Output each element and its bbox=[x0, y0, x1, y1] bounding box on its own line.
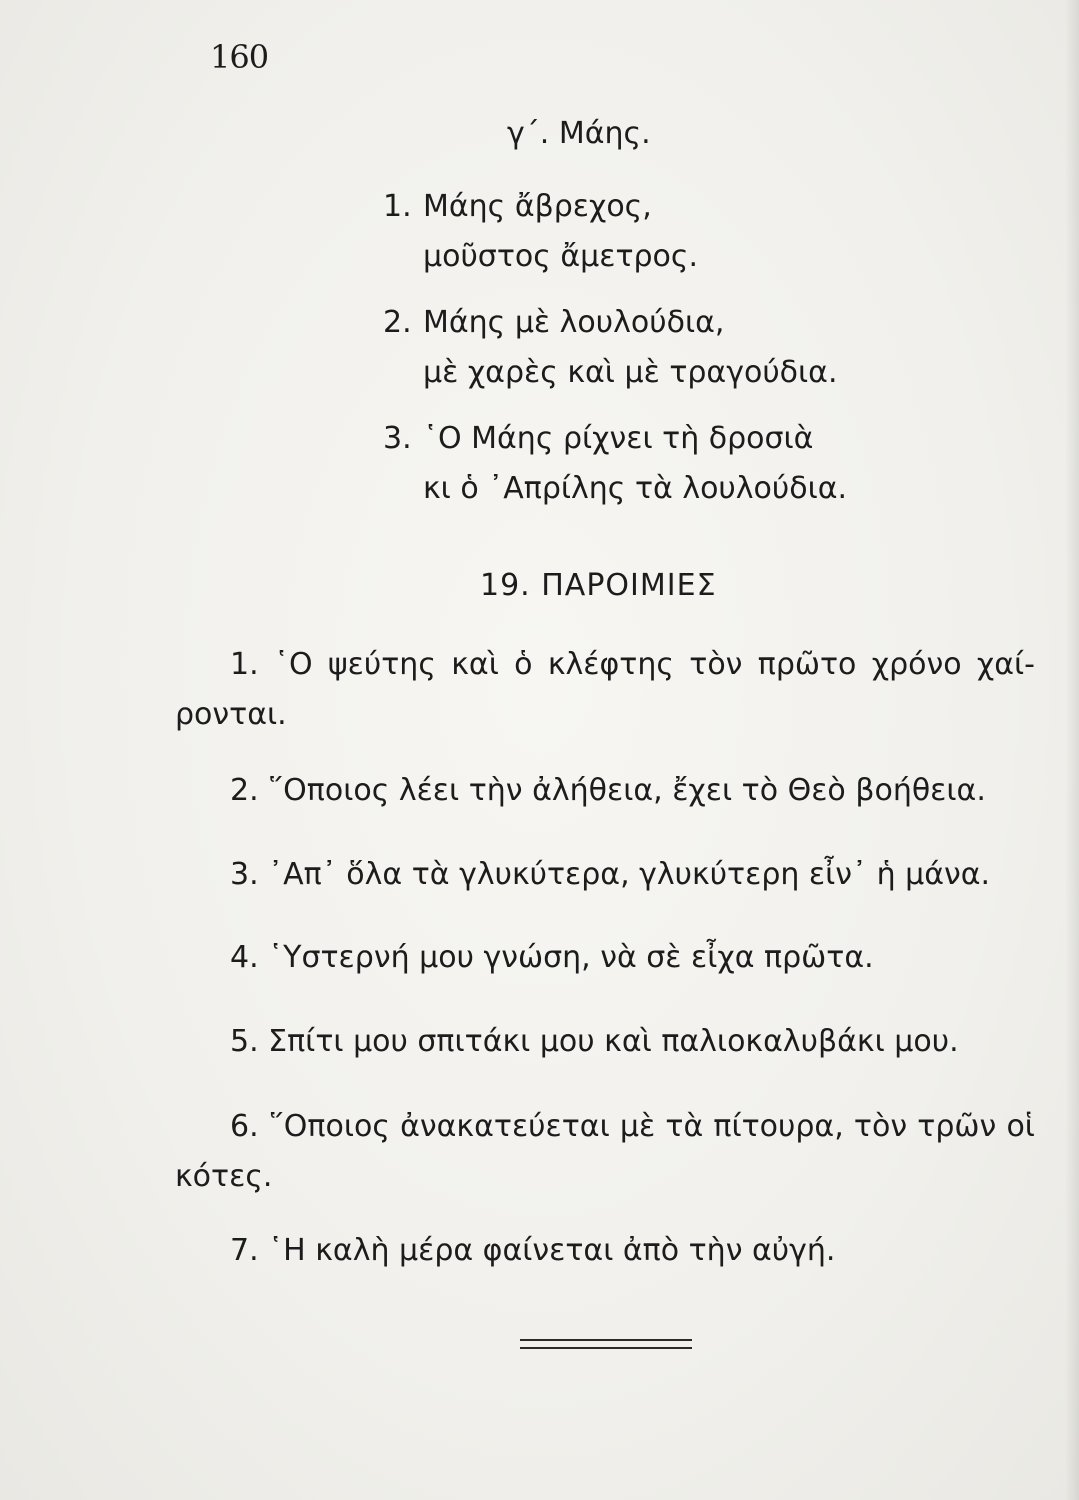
proverb-text bbox=[175, 640, 1035, 690]
proverb-text: 4. ῾Υστερνή μου γνώση, νὰ σὲ εἶχα πρῶτα. bbox=[230, 940, 874, 975]
proverb-4 bbox=[175, 933, 1035, 983]
verse-line: κι ὁ ᾿Απρίλης τὰ λουλούδια. bbox=[423, 471, 848, 506]
verse-2 bbox=[383, 298, 838, 398]
verse-3 bbox=[383, 414, 847, 514]
word: τὸν bbox=[853, 1109, 908, 1144]
verse-number: 2. bbox=[383, 305, 412, 340]
word: ὁ bbox=[514, 647, 533, 682]
word: 6. bbox=[230, 1109, 259, 1144]
verse-number: 1. bbox=[383, 189, 412, 224]
word: κλέφτης bbox=[547, 647, 674, 682]
word: τὸν bbox=[689, 647, 743, 682]
word: 1. bbox=[230, 647, 259, 682]
verse-1 bbox=[383, 182, 698, 282]
word: χρόνο bbox=[871, 647, 962, 682]
verse-line: Μάης ἄβρεχος, bbox=[423, 189, 652, 224]
proverb-1 bbox=[175, 640, 1035, 740]
word: καὶ bbox=[451, 647, 499, 682]
section-title: γ΄. Μάης. bbox=[507, 116, 651, 151]
word: τὰ bbox=[665, 1109, 704, 1144]
proverb-text bbox=[175, 1102, 1035, 1152]
verse-line: μοῦστος ἄμετρος. bbox=[423, 239, 699, 274]
word: ἀνακατεύεται bbox=[400, 1109, 610, 1144]
proverb-2 bbox=[175, 766, 1035, 816]
word: ῞Οποιος bbox=[268, 1109, 390, 1144]
word: μὲ bbox=[619, 1109, 656, 1144]
end-rule-top bbox=[520, 1339, 692, 1341]
word: ψεύτης bbox=[327, 647, 436, 682]
proverb-6 bbox=[175, 1102, 1035, 1202]
verse-line: μὲ χαρὲς καὶ μὲ τραγούδια. bbox=[423, 355, 838, 390]
proverb-text: 3. ᾿Απ᾿ ὅλα τὰ γλυκύτερα, γλυκύτερη εἶν᾿ ἡ μάνα. bbox=[230, 857, 991, 892]
proverb-continuation: κότες. bbox=[175, 1159, 273, 1194]
word: ῾Ο bbox=[273, 647, 313, 682]
verse-line: ῾Ο Μάης ρίχνει τὴ δροσιὰ bbox=[423, 421, 814, 456]
proverb-3 bbox=[175, 850, 1035, 900]
proverb-text: 2. ῞Οποιος λέει τὴν ἀλήθεια, ἔχει τὸ Θεὸ βοήθεια. bbox=[230, 773, 986, 808]
chapter-title: 19. ΠΑΡΟΙΜΙΕΣ bbox=[480, 568, 717, 603]
proverb-text: 7. ῾Η καλὴ μέρα φαίνεται ἀπὸ τὴν αὐγή. bbox=[230, 1233, 836, 1268]
word: πρῶτο bbox=[757, 647, 857, 682]
page-edge-shadow bbox=[1065, 0, 1079, 1500]
proverb-text: 5. Σπίτι μου σπιτάκι μου καὶ παλιοκαλυβάκι μου. bbox=[230, 1024, 959, 1059]
verse-line: Μάης μὲ λουλούδια, bbox=[423, 305, 725, 340]
word: πίτουρα, bbox=[713, 1109, 844, 1144]
end-rule-bottom bbox=[520, 1347, 692, 1349]
word: χαί- bbox=[976, 647, 1035, 682]
page-number: 160 bbox=[210, 38, 269, 76]
proverb-continuation: ρονται. bbox=[175, 697, 287, 732]
word: τρῶν bbox=[917, 1109, 997, 1144]
verse-number: 3. bbox=[383, 421, 412, 456]
word: οἱ bbox=[1006, 1109, 1035, 1144]
proverb-7 bbox=[175, 1226, 1035, 1276]
proverb-5 bbox=[175, 1017, 1035, 1067]
